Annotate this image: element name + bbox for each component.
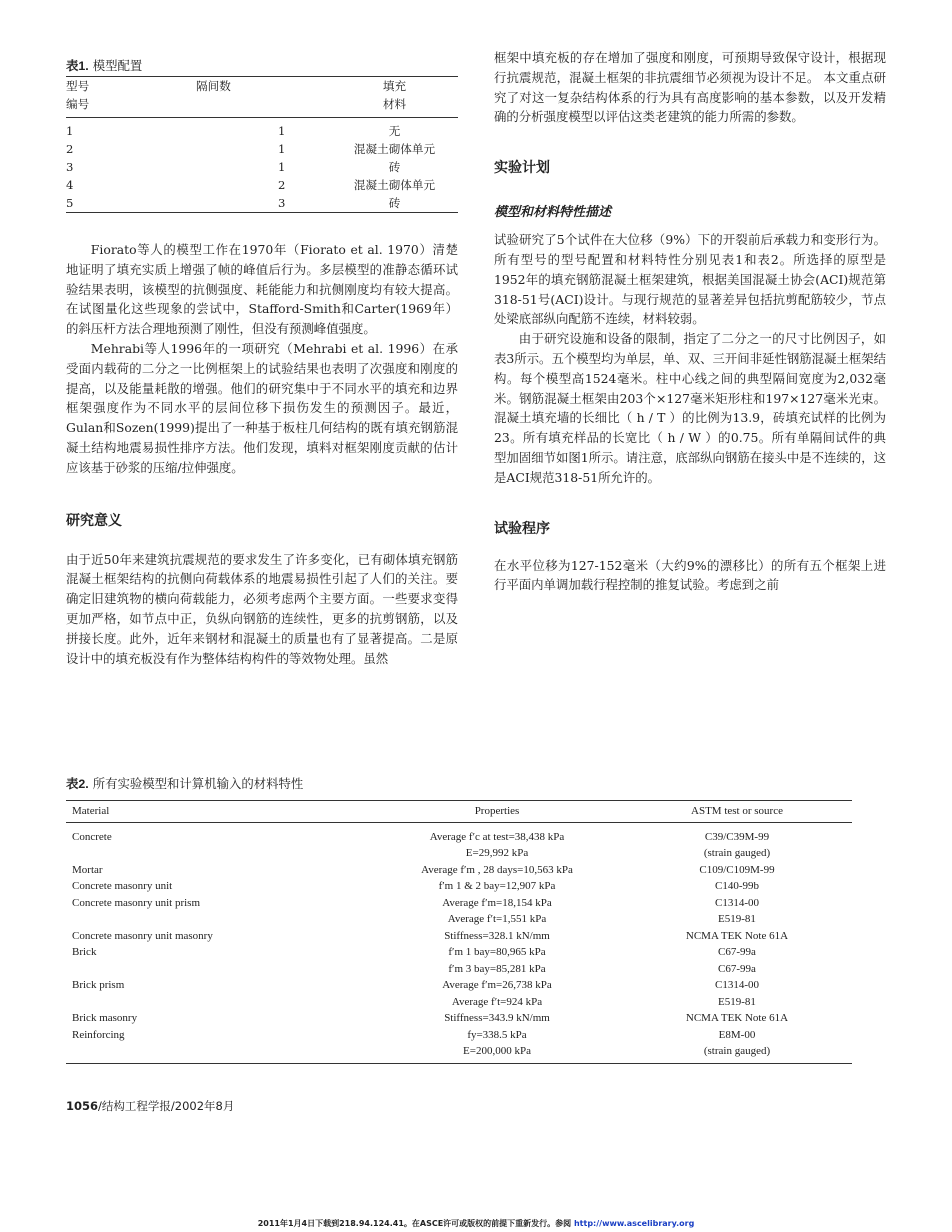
table1-header-bays: 隔间数 [196, 77, 331, 114]
table-row: 4 2 混凝土砌体单元 [66, 177, 436, 192]
table-cell-source: C1314-00 [715, 979, 759, 991]
table-cell-property: f′m 3 bay=85,281 kPa [448, 962, 546, 975]
table-cell-material: Concrete masonry unit prism [72, 896, 201, 909]
table-cell-property: Average f′m , 28 days=10,563 kPa [421, 863, 573, 876]
table-row: 1 1 无 [66, 123, 401, 138]
paragraph-continuation: 框架中填充板的存在增加了强度和刚度，可预期导致保守设计，根据现行抗震规范，混凝土框架的非抗震细节必须视为设计不足。 本文重点研究了对这一复杂结构体系的行为具有高度影响的基本参数，以及开发精确的分析强度模型以评估这类老建筑的能力所需的参数。 [494, 50, 886, 125]
table-cell-material [66, 994, 372, 1011]
table-cell-material: Concrete masonry unit masonry [72, 929, 213, 942]
table-row [66, 911, 852, 928]
table-cell-material: Concrete masonry unit [72, 880, 173, 892]
table-cell-source: C140-99b [715, 880, 759, 892]
table-row [66, 862, 852, 879]
table-cell-property: Stiffness=343.9 kN/mm [444, 1012, 550, 1024]
table-row [66, 994, 852, 1011]
left-column [66, 240, 458, 668]
table-cell-source: E519-81 [718, 913, 756, 925]
table2-caption [66, 774, 303, 792]
paragraph-scale: 由于研究设施和设备的限制，指定了二分之一的尺寸比例因子，如表3所示。五个模型均为单层，单、双、三开间非延性钢筋混凝土框架结构。每个模型高1524毫米。柱中心线之间的典型隔间宽度为2,032毫米。钢筋混凝土框架由203个×127毫米矩形柱和197×127毫米光束。 混凝土填充墙的长细比（ h / T ）的比例为13.9，砖填充试样的比例为23。所有填充样品的长宽比（ h / W ）的0.75。所有单隔间试件的典型加固细节如图1所示。请注意，底部纵向钢筋在接头中是不连续的，这是ACI规范318-51所允许的。 [494, 331, 886, 485]
table-cell-source: E519-81 [718, 995, 756, 1008]
table-cell-source: C39/C39M-99 [704, 830, 770, 843]
table-row [66, 944, 852, 961]
paragraph-mehrabi: Mehrabi等人1996年的一项研究（Mehrabi et al. 1996）在承受面内载荷的二分之一比例框架上的试验结果也表明了次强度和刚度的提高，以及能量耗散的增强。他们的研究集中于不同水平的填充和边界框架强度作为不同水平的层间位移下损伤发生的预测因子。最近，Gulan和Sozen(1999)提出了一种基于板柱几何结构的既有填充钢筋混凝土结构地震易损性排序方法。他们发现，填料对框架刚度贡献的估计应该基于砂浆的压缩/拉伸强度。 [66, 340, 458, 475]
table-row [66, 1010, 852, 1027]
table-row: 2 1 混凝土砌体单元 [66, 141, 436, 156]
table-cell-source: C67-99a [718, 962, 756, 975]
table-cell-material [66, 1043, 372, 1063]
table-row [66, 928, 852, 945]
table-row [66, 878, 852, 895]
table-cell-property: Average f′m=18,154 kPa [442, 896, 552, 909]
table-cell-source: C109/C109M-99 [699, 863, 775, 876]
table2-caption-label: 表2. [66, 777, 89, 791]
table-cell-material: Mortar [72, 863, 103, 876]
table-row: 5 3 砖 [66, 194, 458, 213]
table-cell-source: (strain gauged) [703, 847, 771, 859]
table-cell-property: f′m 1 & 2 bay=12,907 kPa [438, 880, 556, 892]
table-row: 3 1 砖 [66, 159, 401, 174]
table-cell-property: Average f′c at test=38,438 kPa [429, 830, 565, 843]
table2-caption-text: 所有实验模型和计算机输入的材料特性 [92, 776, 304, 791]
table-cell-property: E=29,992 kPa [465, 847, 529, 859]
table-cell-material [66, 961, 372, 978]
table-cell-source: C1314-00 [715, 896, 759, 909]
table-row [66, 829, 852, 846]
table1-caption-label: 表1. [66, 59, 89, 73]
journal-name: /结构工程学报/2002年8月 [98, 1099, 235, 1113]
table-cell-material [66, 911, 372, 928]
subheading-models: 模型和材料特性描述 [494, 205, 612, 221]
table-row [66, 1043, 852, 1063]
table-cell-property: f′m 1 bay=80,965 kPa [448, 946, 546, 958]
table-cell-material: Brick [72, 946, 97, 958]
table-cell-material: Reinforcing [72, 1028, 125, 1041]
table2-header-properties: Properties [372, 801, 622, 823]
page-number: 1056 [66, 1099, 99, 1113]
table-row [66, 845, 852, 862]
heading-significance: 研究意义 [66, 512, 122, 529]
right-column [494, 48, 886, 595]
table-cell-property: Stiffness=328.1 kN/mm [444, 929, 550, 942]
table-cell-property: fy=338.5 kPa [467, 1028, 527, 1041]
asce-library-link[interactable]: http://www.ascelibrary.org [573, 1219, 695, 1228]
page-footer [66, 1098, 234, 1114]
table2-header-material: Material [66, 801, 372, 823]
table1 [66, 76, 458, 213]
table2 [66, 800, 852, 1064]
table-cell-material: Brick masonry [72, 1012, 138, 1024]
paragraph-procedure: 在水平位移为127-152毫米（大约9%的漂移比）的所有五个框架上进行平面内单调加载行程控制的推复试验。考虑到之前 [494, 557, 886, 593]
table-cell-material [66, 845, 372, 862]
paragraph-fiorato: Fiorato等人的模型工作在1970年（Fiorato et al. 1970）清楚地证明了填充实质上增强了帧的峰值后行为。多层模型的准静态循环试验结果表明，该模型的抗侧强度、耗能能力和抗侧刚度均有较大提高。在试图量化这些现象的尝试中，Stafford-Smith和Carter(1969年）的斜压杆方法合理地预测了刚性，但没有预测峰值强度。 [66, 242, 458, 337]
table-cell-material: Concrete [72, 830, 112, 843]
table-cell-source: (strain gauged) [622, 1043, 852, 1063]
table-cell-property: Average f′t=924 kPa [451, 995, 543, 1008]
table-row [66, 977, 852, 994]
table-cell-material: Brick prism [72, 979, 125, 991]
table1-header-infill: 填充 材料 [331, 77, 458, 114]
table1-header-model: 型号 编号 [66, 77, 196, 114]
table-cell-source: C67-99a [718, 946, 756, 958]
table-cell-source: NCMA TEK Note 61A [685, 929, 789, 942]
table-cell-source: NCMA TEK Note 61A [685, 1012, 789, 1024]
table-cell-source: E8M-00 [718, 1028, 756, 1041]
table-row [66, 895, 852, 912]
paragraph-models: 试验研究了5个试件在大位移（9%）下的开裂前后承载力和变形行为。所有型号的型号配置和材料特性分别见表1和表2。所选择的原型是1952年的填充钢筋混凝土框架建筑，根据美国混凝土协会(ACI)规范第318-51号(ACI)设计。与现行规范的显著差异包括抗剪配筋较少，节点处梁底部纵向配筋不连续，材料较弱。 [494, 232, 886, 327]
paragraph-significance: 由于近50年来建筑抗震规范的要求发生了许多变化，已有砌体填充钢筋混凝土框架结构的抗侧向荷载体系的地震易损性引起了人们的关注。要确定旧建筑物的横向荷载能力，必须考虑两个主要方面。一些要求变得更加严格，如节点中正，负纵向钢筋的连续性，更多的抗剪钢筋，以及拼接长度。此外，近年来钢材和混凝土的质量也有了显著提高。二是原设计中的填充板没有作为整体结构构件的等效物处理。虽然 [66, 551, 458, 666]
table-row [66, 1027, 852, 1044]
table-cell-property: E=200,000 kPa [372, 1043, 622, 1063]
table2-header-astm: ASTM test or source [622, 801, 852, 823]
table-row [66, 961, 852, 978]
heading-procedure: 试验程序 [494, 520, 550, 537]
table1-caption-text: 模型配置 [92, 58, 143, 73]
download-notice: 2011年1月4日下载到218.94.124.41。在ASCE许可或版权的前提下重新发行。参阅 http://www.ascelibrary.org [257, 1219, 695, 1228]
table1-caption [66, 56, 142, 74]
table-cell-property: Average f′t=1,551 kPa [447, 913, 547, 925]
heading-program: 实验计划 [494, 160, 550, 177]
table-cell-property: Average f′m=26,738 kPa [442, 979, 552, 991]
